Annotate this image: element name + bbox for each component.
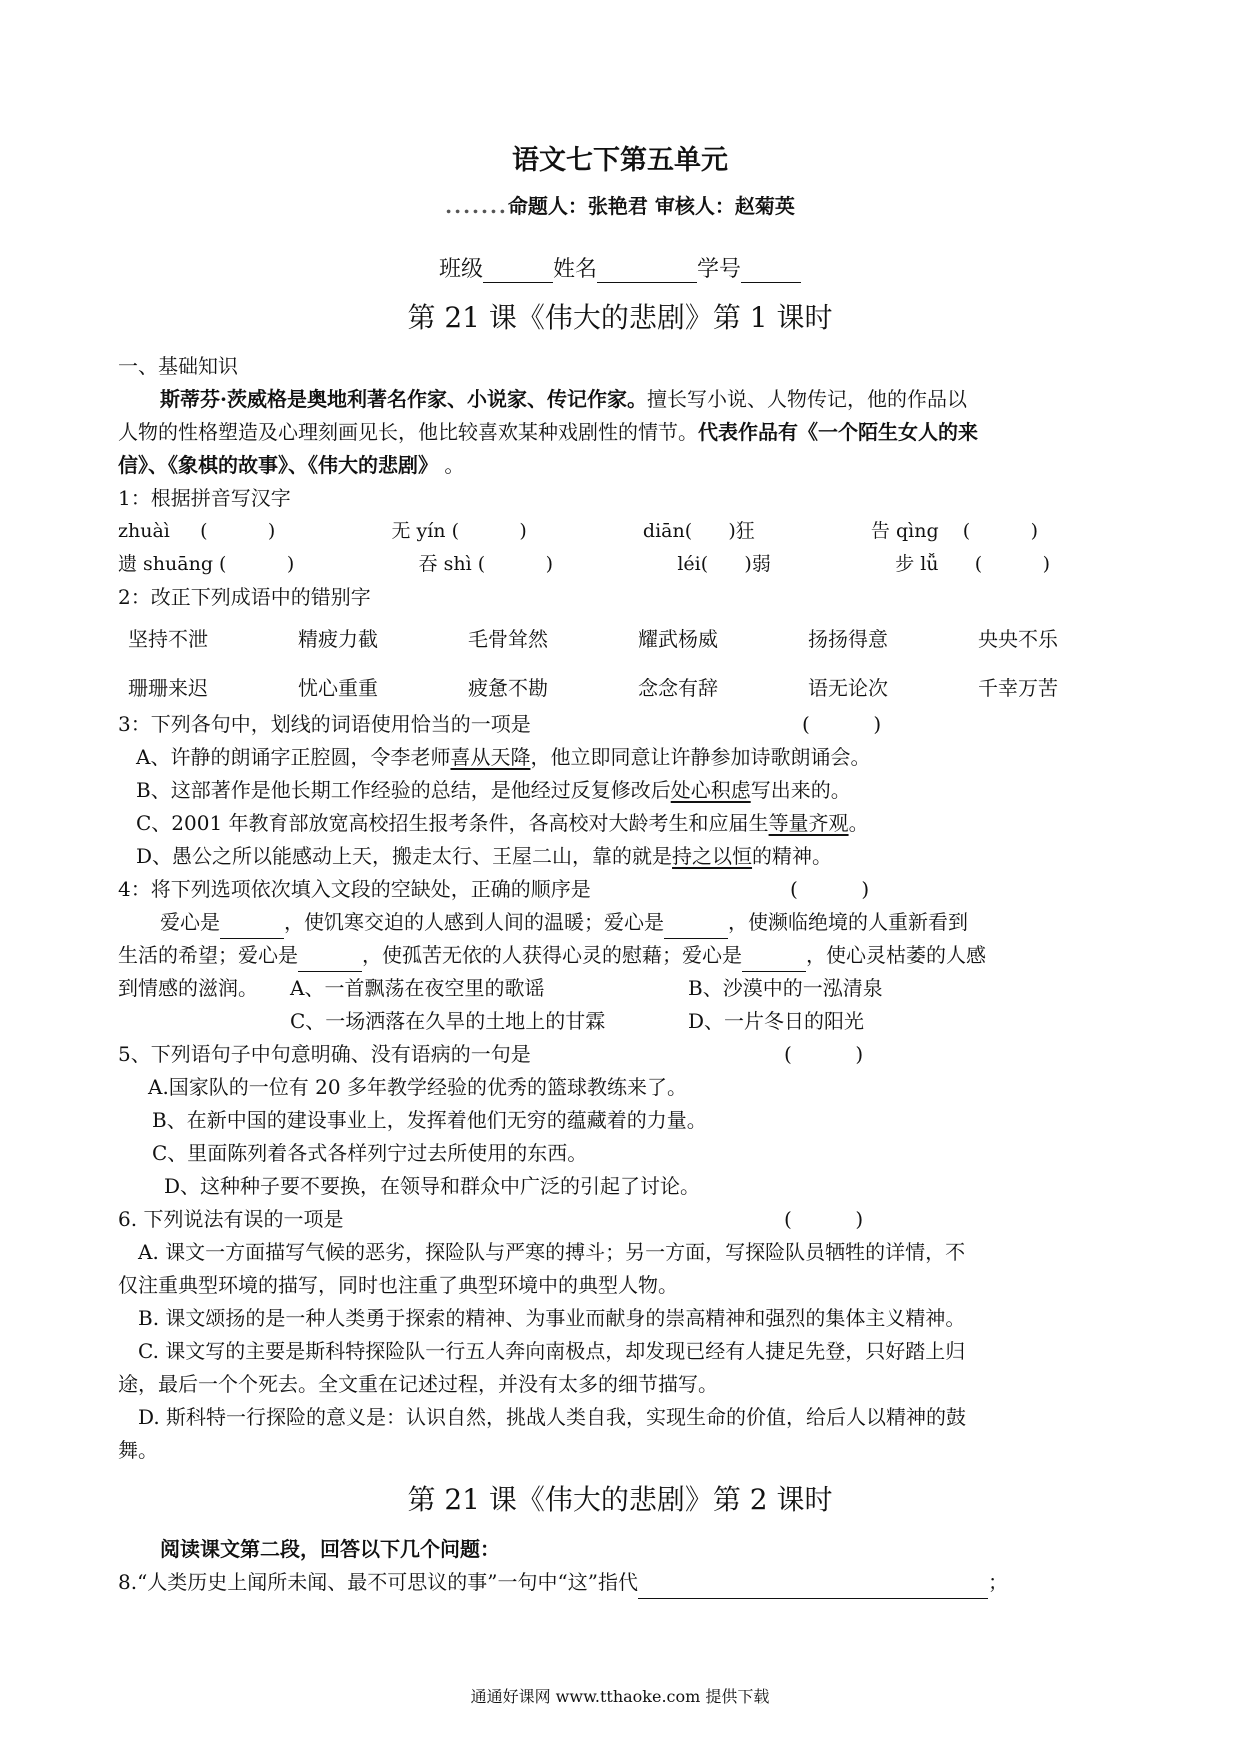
q4-passage-1 [160,906,968,939]
q6-option-b: B. 课文颂扬的是一种人类勇于探索的精神、为事业而献身的崇高精神和强烈的集体主义精神。 [138,1306,966,1330]
q8-text: 8.“人类历史上闻所未闻、最不可思议的事”一句中“这”指代 [118,1570,638,1594]
idiom-item: 精疲力截 [298,627,378,651]
q5-label: 5、下列语句子中句意明确、没有语病的一句是 [118,1042,531,1066]
q3-d-post: 的精神。 [752,844,833,868]
idiom-item: 耀武杨威 [638,627,718,651]
q4-answer-paren[interactable]: ( ) [790,877,870,901]
q1-item: 步 lǚ ( ) [895,553,1050,575]
q6-option-d-line1: D. 斯科特一行探险的意义是：认识自然，挑战人类自我，实现生命的价值，给后人以精神的鼓 [138,1405,967,1429]
q2-label: 2：改正下列成语中的错别字 [118,585,371,609]
q4-option-b: B、沙漠中的一泓清泉 [688,976,883,1000]
q1-item: 无 yín ( ) [391,520,527,542]
q3-a-pre: A、许静的朗诵字正腔圆，令李老师 [136,745,451,769]
q6-option-a-line1: A. 课文一方面描写气候的恶劣，探险队与严寒的搏斗；另一方面，写探险队员牺牲的详情，不 [138,1240,966,1264]
q3-option-a [136,741,870,774]
q6-option-d-line2: 舞。 [118,1438,158,1462]
q1-item: 告 qìng ( ) [870,520,1038,542]
lesson1-title: 第 21 课《伟大的悲剧》第 1 课时 [407,301,833,334]
intro-bold-3: 信》、《象棋的故事》、《伟大的悲剧》 [118,453,438,477]
author-line [0,190,1240,219]
q2-row-1 [128,623,1068,652]
idiom-item: 念念有辞 [638,676,718,700]
q4-passage-3: 到情感的滋润。 [118,976,258,1000]
q8-answer-blank[interactable] [638,1576,988,1599]
q3-option-b [136,774,851,807]
q1-item: diān( )狂 [642,520,755,542]
intro-normal-2: 人物的性格塑造及心理刻画见长，他比较喜欢某种戏剧性的情节。 [118,420,698,444]
name-blank[interactable] [597,260,697,283]
q8-end: ； [987,1570,1008,1594]
idiom-item: 央央不乐 [978,627,1058,651]
q1-row-1 [118,515,1038,548]
q1-row-2 [118,548,1050,581]
q6-option-c-line1: C. 课文写的主要是斯科特探险队一行五人奔向南极点，却发现已经有人捷足先登，只好踏上归 [138,1339,966,1363]
q4-text: ，使饥寒交迫的人感到人间的温暖；爱心是 [284,910,664,934]
q3-answer-paren[interactable]: ( ) [802,712,882,736]
q4-blank[interactable] [220,916,284,939]
q3-c-post: 。 [848,811,869,835]
intro-bold-2: 代表作品有《一个陌生女人的来 [698,420,978,444]
q3-b-post: 写出来的。 [750,778,851,802]
number-label: 学号 [697,257,742,282]
q2-row-2 [128,672,1068,701]
q4-text: ，使孤苦无依的人获得心灵的慰藉；爱心是 [362,943,742,967]
q3-d-pre: D、愚公之所以能感动上天，搬走太行、王屋二山，靠的就是 [136,844,673,868]
q3-option-c [136,807,869,840]
idiom-item: 坚持不泄 [128,627,208,651]
q3-c-underlined: 等量齐观 [768,811,849,835]
lesson2-title: 第 21 课《伟大的悲剧》第 2 课时 [407,1483,833,1516]
idiom-item: 语无论次 [808,676,888,700]
section-basic: 一、基础知识 [118,354,238,378]
q4-option-a: A、一首飘荡在夜空里的歌谣 [290,976,545,1000]
intro-line-2 [118,416,978,449]
q1-item: léi( )弱 [677,553,771,575]
q5-option-b: B、在新中国的建设事业上，发挥着他们无穷的蕴藏着的力量。 [152,1108,707,1132]
dot-leader: ....... [445,194,508,218]
q4-text: ，使心灵枯萎的人感 [806,943,986,967]
q3-b-underlined: 处心积虑 [670,778,751,802]
q6-label: 6. 下列说法有误的一项是 [118,1207,344,1231]
q1-label: 1：根据拼音写汉字 [118,486,291,510]
q5-answer-paren[interactable]: ( ) [784,1042,864,1066]
q3-a-post: ，他立即同意让许静参加诗歌朗诵会。 [530,745,871,769]
q4-passage-2 [118,939,986,972]
q4-label: 4：将下列选项依次填入文段的空缺处，正确的顺序是 [118,877,591,901]
idiom-item: 扬扬得意 [808,627,888,651]
intro-end: 。 [444,453,465,477]
q4-blank[interactable] [664,916,728,939]
q3-c-pre: C、2001 年教育部放宽高校招生报考条件，各高校对大龄考生和应届生 [136,811,769,835]
student-info-line [0,252,1240,283]
q6-answer-paren[interactable]: ( ) [784,1207,864,1231]
author-text: 命题人：张艳君 审核人：赵菊英 [507,194,795,218]
q3-d-underlined: 持之以恒 [672,844,753,868]
q4-blank[interactable] [742,949,806,972]
idiom-item: 疲惫不勘 [468,676,548,700]
page-footer: 通通好课网 www.tthaoke.com 提供下载 [470,1687,770,1706]
q3-option-d [136,840,832,873]
idiom-item: 毛骨耸然 [468,627,548,651]
intro-line-3 [118,449,464,482]
idiom-item: 珊珊来迟 [128,676,208,700]
page-title: 语文七下第五单元 [512,145,728,176]
q4-text: 生活的希望；爱心是 [118,943,298,967]
q6-option-c-line2: 途，最后一个个死去。全文重在记述过程，并没有太多的细节描写。 [118,1372,718,1396]
q5-option-a: A.国家队的一位有 20 多年教学经验的优秀的篮球教练来了。 [148,1075,687,1099]
q3-a-underlined: 喜从天降 [450,745,531,769]
intro-bold-1: 斯蒂芬·茨威格是奥地利著名作家、小说家、传记作家。 [160,387,647,411]
q3-label: 3：下列各句中，划线的词语使用恰当的一项是 [118,712,531,736]
class-label: 班级 [438,257,483,282]
q3-b-pre: B、这部著作是他长期工作经验的总结，是他经过反复修改后 [136,778,671,802]
q8-line [118,1566,1008,1599]
q1-item: 吞 shì ( ) [418,553,553,575]
q5-option-c: C、里面陈列着各式各样列宁过去所使用的东西。 [152,1141,588,1165]
lesson2-instruction: 阅读课文第二段，回答以下几个问题： [160,1537,500,1561]
q4-text: 爱心是 [160,910,220,934]
q5-option-d: D、这种种子要不要换，在领导和群众中广泛的引起了讨论。 [164,1174,701,1198]
intro-line-1 [160,383,967,416]
q4-option-d: D、一片冬日的阳光 [688,1009,865,1033]
q1-item: 遗 shuāng ( ) [118,553,295,575]
q4-blank[interactable] [298,949,362,972]
name-label: 姓名 [552,257,597,282]
number-blank[interactable] [741,260,801,283]
intro-normal-1: 擅长写小说、人物传记，他的作品以 [646,387,967,411]
q4-option-c: C、一场洒落在久旱的土地上的甘霖 [290,1009,606,1033]
q1-item: zhuàì ( ) [118,520,276,542]
idiom-item: 千幸万苦 [978,676,1058,700]
q4-text: ，使濒临绝境的人重新看到 [728,910,968,934]
q6-option-a-line2: 仅注重典型环境的描写，同时也注重了典型环境中的典型人物。 [118,1273,678,1297]
idiom-item: 忧心重重 [298,676,378,700]
class-blank[interactable] [483,260,553,283]
